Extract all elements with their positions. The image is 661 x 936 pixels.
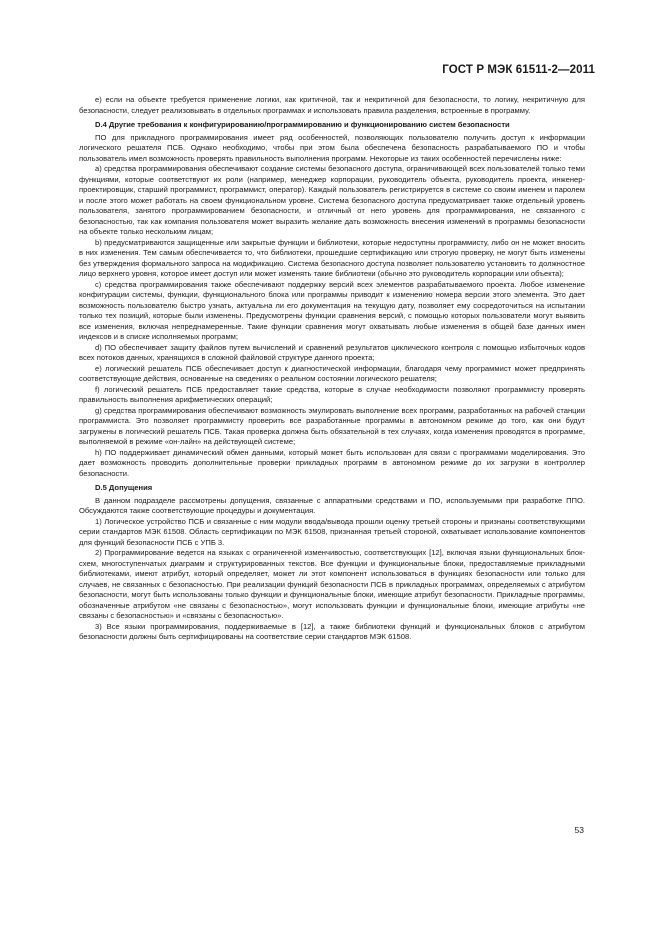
list-item-e2: е) логический решатель ПСБ обеспечивает доступ к диагностической информации, благодаря чему программист может предпринять соответствующие действия, основанные на сведениях о реальном состоянии логического решателя; xyxy=(79,363,585,383)
list-item-h: h) ПО поддерживает динамический обмен данными, который может быть использован для связи с программами моделирования. Это дает возможность проводить дополнительные проверки прикладных программ в автономном режиме до их загрузки в контроллер безопасности. xyxy=(79,447,585,478)
section-heading-d4: D.4 Другие требования к конфигурированию/программированию и функционированию систем безопасности xyxy=(95,120,510,129)
paragraph-intro: ПО для прикладного программирования имеет ряд особенностей, позволяющих пользователю получить доступ к информации логического решателя ПСБ. Однако необходимо, чтобы при этом была обеспечена безопасность разрабатываемого ПО и чтобы пользователь имел возможность проверять правильность выполнения программ. Некоторые из таких особенностей перечислены ниже: xyxy=(79,132,585,163)
page-number: 53 xyxy=(574,825,584,835)
list-item-f: f) логический решатель ПСБ предоставляет такие средства, которые в случае необходимости позволяют программисту проверять правильность выполнения арифметических операций; xyxy=(79,384,585,404)
assumption-1: 1) Логическое устройство ПСБ и связанные с ним модули ввода/вывода прошли оценку третьей стороны и признаны соответствующими серии стандартов МЭК 61508. Область сертификации по МЭК 61508, признанная третьей стороной, охватывает использование компонентов для функций безопасности ПСБ с УПБ 3. xyxy=(79,516,585,547)
assumption-2: 2) Программирование ведется на языках с ограниченной изменчивостью, соответствующих [12], включая языки функциональных блок-схем, многоступенчатых диаграмм и структурированных текстов. Все функции и функциональные блоки, предоставляемые прикладными библиотеками, имеют атрибут, который определяет, может ли этот компонент использоваться в функциях безопасности или только для случаев, не связанных с безопасностью. При реализации функций безопасности ПСБ в прикладных программах, определяемых с атрибутом безопасности, могут быть использованы только функции и функциональные блоки, имеющие атрибут безопасности. Прикладные программы, обозначенные атрибутом «не связаны с безопасностью», могут использовать функции и функциональные блоки, имеющие атрибуты «не связаны с безопасностью» и «связаны с безопасностью». xyxy=(79,548,585,620)
paragraph-d5-intro: В данном подразделе рассмотрены допущения, связанные с аппаратными средствами и ПО, используемыми при разработке ППО. Обсуждаются также соответствующие процедуры и документация. xyxy=(79,495,585,515)
list-item-b: b) предусматриваются защищенные или закрытые функции и библиотеки, которые недоступны программисту, либо он не может вносить в них изменения. Тем самым обеспечивается то, что библиотеки, прошедшие сертификацию или строгую проверку, не могут быть изменены без утверждения формального запроса на модификацию. Система безопасного доступа позволяет пользователю установить то должностное лицо верхнего уровня, которое имеет доступ или может изменять такие библиотеки (обычно это руководитель корпорации или объекта); xyxy=(79,237,585,278)
list-item-e: е) если на объекте требуется применение логики, как критичной, так и некритичной для безопасности, то логику, некритичную для безопасности, следует реализовывать в отдельных программах и использовать правила разделения, встроенные в программу. xyxy=(79,95,585,115)
list-item-a: а) средства программирования обеспечивают создание системы безопасного доступа, ограничивающей всех пользователей только теми функциями, которые соответствуют их роли (например, менеджер корпорации, руководитель объекта, руководитель проекта, инженер-проектировщик, старший программист, программист, оператор). Каждый пользователь регистрируется в системе со своим именем и паролем и после этого может работать на своем функциональном уровне. Система безопасного доступа предусматривает также отдельный уровень пользователя, занятого программированием безопасности, и отличный от него уровень для программирования, не связанного с безопасностью, так как компания пользователя может выразить желание дать возможность внесения изменений в программы безопасности на объекте только нескольким лицам; xyxy=(79,164,585,236)
list-item-c: с) средства программирования также обеспечивают поддержку версий всех элементов разрабатываемого проекта. Любое изменение конфигурации системы, функции, функционального блока или программы приводит к изменению номера версии этого элемента. Это дает возможность пользователю быстро узнать, актуальна ли его документация на текущую дату, позволяет ему сосредоточиться на испытании только тех позиций, которые были изменены. Предусмотрены функции сравнения версий, с помощью которых пользователи могут выявить все изменения, включая непреднамеренные. Такие функции сравнения могут охватывать любые изменения в общей базе данных имен индексов и в списке исполняемых программ; xyxy=(79,279,585,341)
assumption-3: 3) Все языки программирования, поддерживаемые в [12], а также библиотеки функций и функциональных блоков с атрибутом безопасности должны быть сертифицированы на соответствие серии стандартов МЭК 61508. xyxy=(79,621,585,641)
standard-designation: ГОСТ Р МЭК 61511-2—2011 xyxy=(442,64,595,76)
section-heading-d5: D.5 Допущения xyxy=(95,483,153,492)
list-item-d: d) ПО обеспечивает защиту файлов путем вычислений и сравнений результатов циклического контроля с помощью избыточных кодов всех потоков данных, хранящихся в сложной файловой структуре данного проекта; xyxy=(79,342,585,362)
list-item-g: g) средства программирования обеспечивают возможность эмулировать выполнение всех программ, разработанных на рабочей станции программиста. Это позволяет программисту проверить все разработанные программы в автономном режиме до того, как они будут загружены в логический решатель ПСБ. Такая проверка должна быть обязательной в тех случаях, когда изменения проводятся в программе, выполняемой в режиме «он-лайн» на действующей системе; xyxy=(79,405,585,446)
page-body xyxy=(79,95,585,643)
